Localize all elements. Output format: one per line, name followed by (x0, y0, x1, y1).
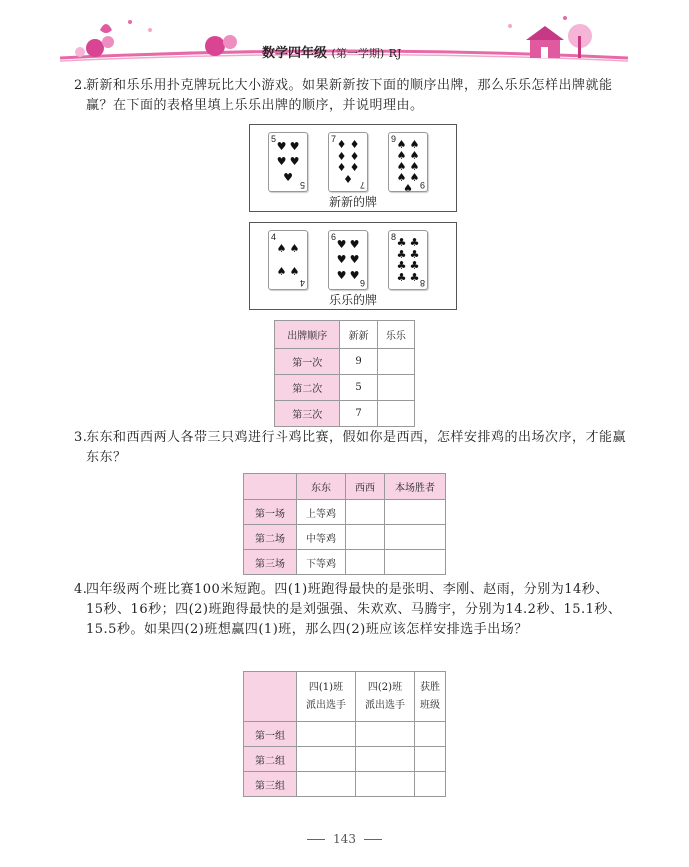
suit-pip-icon: ♥ (336, 253, 347, 267)
card-pips (395, 138, 421, 195)
card-pips (395, 237, 421, 283)
page-number: 143 (333, 832, 356, 846)
playing-card (388, 230, 428, 290)
row-label: 第二场 (244, 525, 297, 550)
answer-cell[interactable] (356, 747, 415, 772)
xin-cards-box (249, 124, 457, 212)
q4-table (243, 671, 446, 797)
table-header: 出牌顺序 (275, 321, 340, 349)
table-header (297, 672, 356, 722)
dong-cell: 上等鸡 (297, 500, 346, 525)
table-header: 乐乐 (377, 321, 414, 349)
suit-pip-icon: ♣ (396, 270, 407, 284)
table-header (244, 474, 297, 500)
suit-pip-icon: ♦ (336, 138, 347, 152)
answer-cell[interactable] (415, 722, 446, 747)
suit-pip-icon: ♣ (396, 247, 407, 261)
header-line: 获胜 (420, 681, 440, 693)
table-header: 东东 (297, 474, 346, 500)
row-label: 第三组 (244, 772, 297, 797)
header-line: 四(2)班 (367, 681, 403, 693)
footer-rule (364, 839, 382, 840)
card-pips (335, 139, 361, 185)
card-pips (275, 237, 301, 283)
card-rank-bottom: 8 (419, 278, 425, 288)
suit-pip-icon: ♠ (409, 171, 420, 184)
suit-pip-icon: ♣ (409, 259, 420, 273)
card-rank: 9 (391, 134, 397, 144)
question-text: 东东和西西两人各带三只鸡进行斗鸡比赛，假如你是西西，怎样安排鸡的出场次序，才能赢东东？ (86, 430, 627, 465)
question-text: 四年级两个班比赛100米短跑。四(1)班跑得最快的是张明、李刚、赵雨，分别为14秒、15秒、16秒；四(2)班跑得最快的是刘强强、朱欢欢、马腾宇，分别为14.2秒、15.1秒、15.5秒。如果四(2)班想赢四(1)班，那么四(2)班应该怎样安排选手出场？ (86, 582, 622, 637)
le-answer-cell[interactable] (377, 375, 414, 401)
playing-card (268, 132, 308, 192)
table-header: 西西 (346, 474, 385, 500)
suit-pip-icon: ♠ (409, 160, 420, 173)
xin-cell: 5 (340, 375, 377, 401)
playing-card (268, 230, 308, 290)
suit-pip-icon: ♥ (336, 268, 347, 282)
row-label: 第三场 (244, 550, 297, 575)
suit-pip-icon: ♠ (396, 160, 407, 173)
answer-cell[interactable] (356, 772, 415, 797)
question-number: 2. (74, 78, 88, 93)
suit-pip-icon: ♠ (276, 265, 287, 278)
table-header-empty (244, 672, 297, 722)
header-line: 派出选手 (365, 699, 405, 711)
question-number: 4. (74, 582, 88, 597)
header-line: 派出选手 (306, 699, 346, 711)
winner-answer-cell[interactable] (385, 550, 446, 575)
xin-cell: 9 (340, 349, 377, 375)
suit-pip-icon: ♠ (289, 242, 300, 255)
suit-pip-icon: ♣ (409, 236, 420, 250)
suit-pip-icon: ♣ (396, 236, 407, 250)
card-rank: 7 (331, 134, 337, 144)
header-line: 四(1)班 (308, 681, 344, 693)
suit-pip-icon: ♥ (283, 170, 293, 184)
question-number: 3. (74, 430, 88, 445)
answer-cell[interactable] (297, 747, 356, 772)
suit-pip-icon: ♥ (276, 155, 287, 169)
answer-cell[interactable] (415, 772, 446, 797)
winner-answer-cell[interactable] (385, 500, 446, 525)
suit-pip-icon: ♦ (336, 161, 347, 175)
playing-card (328, 230, 368, 290)
card-rank-bottom: 6 (359, 278, 365, 288)
header-title (262, 42, 401, 61)
suit-pip-icon: ♠ (409, 149, 420, 162)
q3-table (243, 473, 446, 575)
le-answer-cell[interactable] (377, 401, 414, 427)
suit-pip-icon: ♣ (396, 259, 407, 273)
suit-pip-icon: ♠ (289, 265, 300, 278)
playing-card (328, 132, 368, 192)
suit-pip-icon: ♥ (349, 238, 360, 252)
suit-pip-icon: ♦ (343, 172, 353, 186)
suit-pip-icon: ♠ (396, 149, 407, 162)
card-rank-bottom: 9 (419, 180, 425, 190)
semester: (第一学期) (331, 47, 385, 60)
question-4 (74, 580, 626, 640)
q2-table (274, 320, 415, 427)
suit-pip-icon: ♠ (396, 171, 407, 184)
row-label: 第一组 (244, 722, 297, 747)
answer-cell[interactable] (356, 722, 415, 747)
le-cards-box (249, 222, 457, 310)
page-header (0, 0, 689, 70)
card-rank-bottom: 4 (299, 278, 305, 288)
row-label: 第二次 (275, 375, 340, 401)
playing-card (388, 132, 428, 195)
card-pips (275, 139, 301, 185)
row-label: 第一场 (244, 500, 297, 525)
suit-pip-icon: ♠ (403, 182, 413, 195)
card-rank-bottom: 5 (299, 180, 305, 190)
suit-pip-icon: ♥ (276, 140, 287, 154)
footer-rule (307, 839, 325, 840)
xi-answer-cell[interactable] (346, 550, 385, 575)
row-label: 第二组 (244, 747, 297, 772)
xin-cards-caption: 新新的牌 (328, 195, 377, 209)
row-label: 第一次 (275, 349, 340, 375)
suit-pip-icon: ♠ (396, 138, 407, 151)
suit-pip-icon: ♦ (349, 161, 360, 175)
suit-pip-icon: ♣ (409, 270, 420, 284)
suit-pip-icon: ♦ (349, 149, 360, 163)
suit-pip-icon: ♥ (289, 140, 300, 154)
suit-pip-icon: ♥ (289, 155, 300, 169)
answer-cell[interactable] (415, 747, 446, 772)
xi-answer-cell[interactable] (346, 525, 385, 550)
suit-pip-icon: ♣ (409, 247, 420, 261)
suit-pip-icon: ♠ (276, 242, 287, 255)
card-rank-bottom: 7 (359, 180, 365, 190)
card-rank: 4 (271, 232, 277, 242)
question-2 (74, 76, 626, 116)
card-rank: 6 (331, 232, 337, 242)
table-header: 本场胜者 (385, 474, 446, 500)
suit-pip-icon: ♦ (336, 149, 347, 163)
suit-pip-icon: ♥ (349, 268, 360, 282)
edition: RJ (388, 47, 402, 60)
dong-cell: 中等鸡 (297, 525, 346, 550)
page-footer (0, 832, 689, 846)
le-cards-caption: 乐乐的牌 (328, 293, 377, 307)
le-answer-cell[interactable] (377, 349, 414, 375)
dong-cell: 下等鸡 (297, 550, 346, 575)
question-3 (74, 428, 627, 468)
row-label: 第三次 (275, 401, 340, 427)
header-line: 班级 (420, 699, 440, 711)
card-rank: 5 (271, 134, 277, 144)
suit-pip-icon: ♥ (349, 253, 360, 267)
card-pips (335, 237, 361, 283)
suit-pip-icon: ♦ (349, 138, 360, 152)
xi-answer-cell[interactable] (346, 500, 385, 525)
card-rank: 8 (391, 232, 397, 242)
suit-pip-icon: ♥ (336, 238, 347, 252)
table-header (415, 672, 446, 722)
answer-cell[interactable] (297, 722, 356, 747)
winner-answer-cell[interactable] (385, 525, 446, 550)
book-title: 数学四年级 (262, 46, 328, 61)
suit-pip-icon: ♠ (409, 138, 420, 151)
table-header: 新新 (340, 321, 377, 349)
xin-cell: 7 (340, 401, 377, 427)
table-header (356, 672, 415, 722)
answer-cell[interactable] (297, 772, 356, 797)
question-text: 新新和乐乐用扑克牌玩比大小游戏。如果新新按下面的顺序出牌，那么乐乐怎样出牌就能赢？在下面的表格里填上乐乐出牌的顺序，并说明理由。 (86, 78, 613, 113)
